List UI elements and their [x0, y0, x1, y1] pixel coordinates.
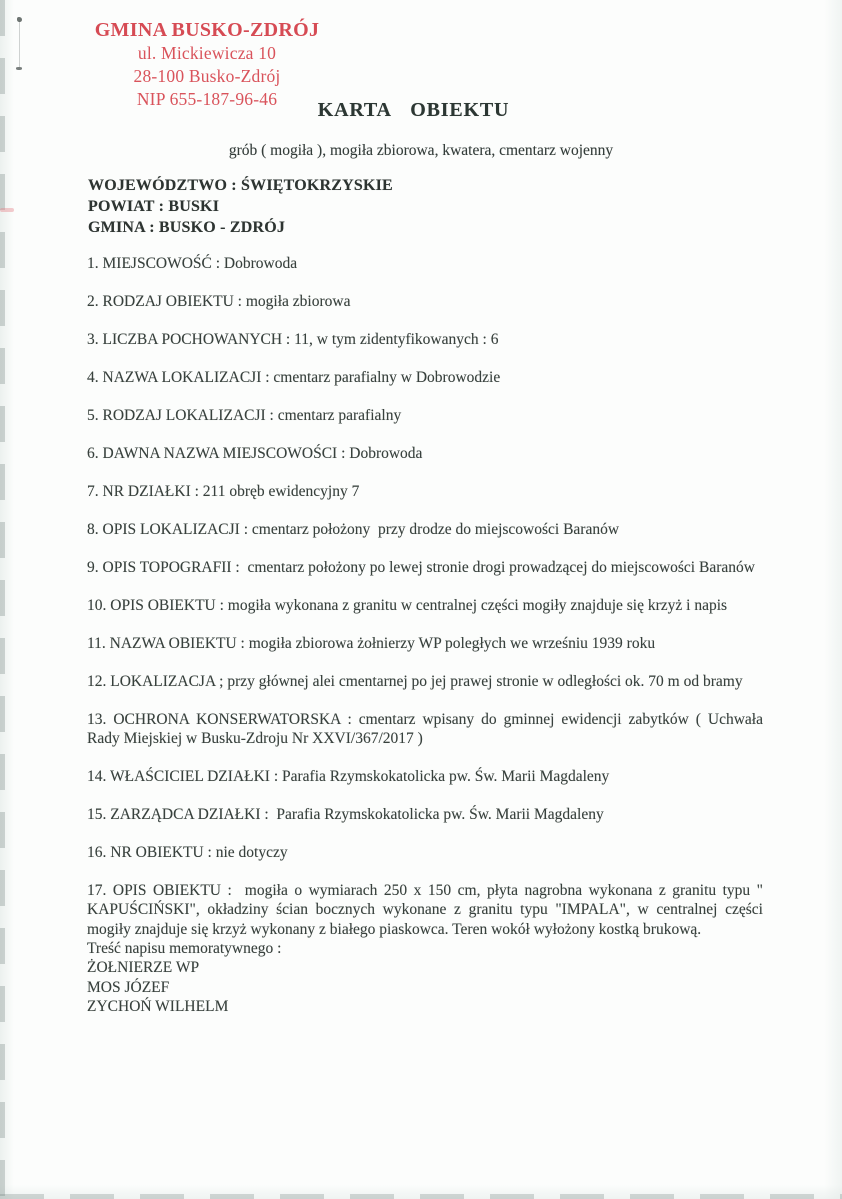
object-card-fields: [87, 254, 767, 1016]
region-commune: GMINA : BUSKO - ZDRÓJ: [88, 219, 286, 236]
stamp-postal-city: 28-100 Busko-Zdrój: [133, 66, 281, 86]
field-ochrona-konserwatorska: 13. OCHRONA KONSERWATORSKA : cmentarz wpisany do gminnej ewidencji zabytków ( Uchwała Rady Miejskiej w Busku-Zdroju Nr XXVI/367/2017 ): [87, 710, 767, 748]
field-rodzaj-obiektu: 2. RODZAJ OBIEKTU : mogiła zbiorowa: [87, 292, 351, 310]
field-liczba-pochowanych: 3. LICZBA POCHOWANYCH : 11, w tym zidentyfikowanych : 6: [87, 330, 499, 348]
scan-ink-smear: [0, 208, 14, 212]
field-dawna-nazwa: 6. DAWNA NAZWA MIEJSCOWOŚCI : Dobrowoda: [87, 444, 423, 462]
field-nr-dzialki: 7. NR DZIAŁKI : 211 obręb ewidencyjny 7: [87, 482, 360, 500]
municipality-stamp: [93, 19, 321, 111]
field-nazwa-obiektu: 11. NAZWA OBIEKTU : mogiła zbiorowa żołnierzy WP poległych we wrześniu 1939 roku: [87, 634, 656, 652]
field-opis-lokalizacji: 8. OPIS LOKALIZACJI : cmentarz położony przy drodze do miejscowości Baranów: [87, 520, 620, 538]
memorial-line: ŻOŁNIERZE WP: [87, 959, 200, 977]
field-opis-topografii: 9. OPIS TOPOGRAFII : cmentarz położony po lewej stronie drogi prowadzącej do miejscowości Baranów: [87, 558, 755, 576]
field-rodzaj-lokalizacji: 5. RODZAJ LOKALIZACJI : cmentarz parafialny: [87, 406, 402, 424]
field-nazwa-lokalizacji: 4. NAZWA LOKALIZACJI : cmentarz parafialny w Dobrowodzie: [87, 368, 501, 386]
scan-edge-artifact-bottom: [0, 1194, 842, 1199]
stamp-street: ul. Mickiewicza 10: [137, 43, 277, 63]
field-opis-obiektu-17: 17. OPIS OBIEKTU : mogiła o wymiarach 250 x 150 cm, płyta nagrobna wykonana z granitu typu " KAPUŚCIŃSKI", okładziny ścian bocznych wykonane z granitu typu "IMPALA", w centralnej części mogiły znajduje się krzyż wykonany z białego piaskowca. Teren wokół wyłożony kostką brukową.: [87, 882, 767, 938]
region-header: [88, 175, 393, 238]
page-title: KARTA OBIEKTU: [317, 99, 510, 121]
memorial-intro: Treść napisu memoratywnego :: [87, 939, 282, 957]
field-nr-obiektu: 16. NR OBIEKTU : nie dotyczy: [87, 844, 288, 862]
memorial-line: MOS JÓZEF: [87, 978, 170, 996]
field-lokalizacja: 12. LOKALIZACJA ; przy głównej alei cmentarnej po jej prawej stronie w odległości ok. 70 m od bramy: [87, 672, 743, 690]
scan-edge-artifact-left: [0, 0, 5, 1199]
stamp-nip-number: NIP 655-187-96-46: [136, 89, 278, 109]
page-subtitle: grób ( mogiła ), mogiła zbiorowa, kwatera, cmentarz wojenny: [228, 142, 614, 159]
region-county: POWIAT : BUSKI: [88, 198, 220, 215]
field-miejscowosc: 1. MIEJSCOWOŚĆ : Dobrowoda: [87, 255, 298, 272]
memorial-inscription: [87, 939, 763, 1016]
region-voivodeship: WOJEWÓDZTWO : ŚWIĘTOKRZYSKIE: [88, 177, 393, 194]
stamp-municipality-name: GMINA BUSKO-ZDRÓJ: [94, 19, 320, 41]
field-opis-obiektu-10: 10. OPIS OBIEKTU : mogiła wykonana z granitu w centralnej części mogiły znajduje się krzyż i napis: [87, 596, 728, 614]
scan-speck: [16, 67, 22, 70]
field-zarzadca-dzialki: 15. ZARZĄDCA DZIAŁKI : Parafia Rzymskokatolicka pw. Św. Marii Magdaleny: [87, 806, 604, 824]
memorial-line: ZYCHOŃ WILHELM: [87, 997, 229, 1015]
field-wlasciciel-dzialki: 14. WŁAŚCICIEL DZIAŁKI : Parafia Rzymskokatolicka pw. Św. Marii Magdaleny: [87, 768, 610, 786]
scan-hairline: [19, 21, 20, 67]
